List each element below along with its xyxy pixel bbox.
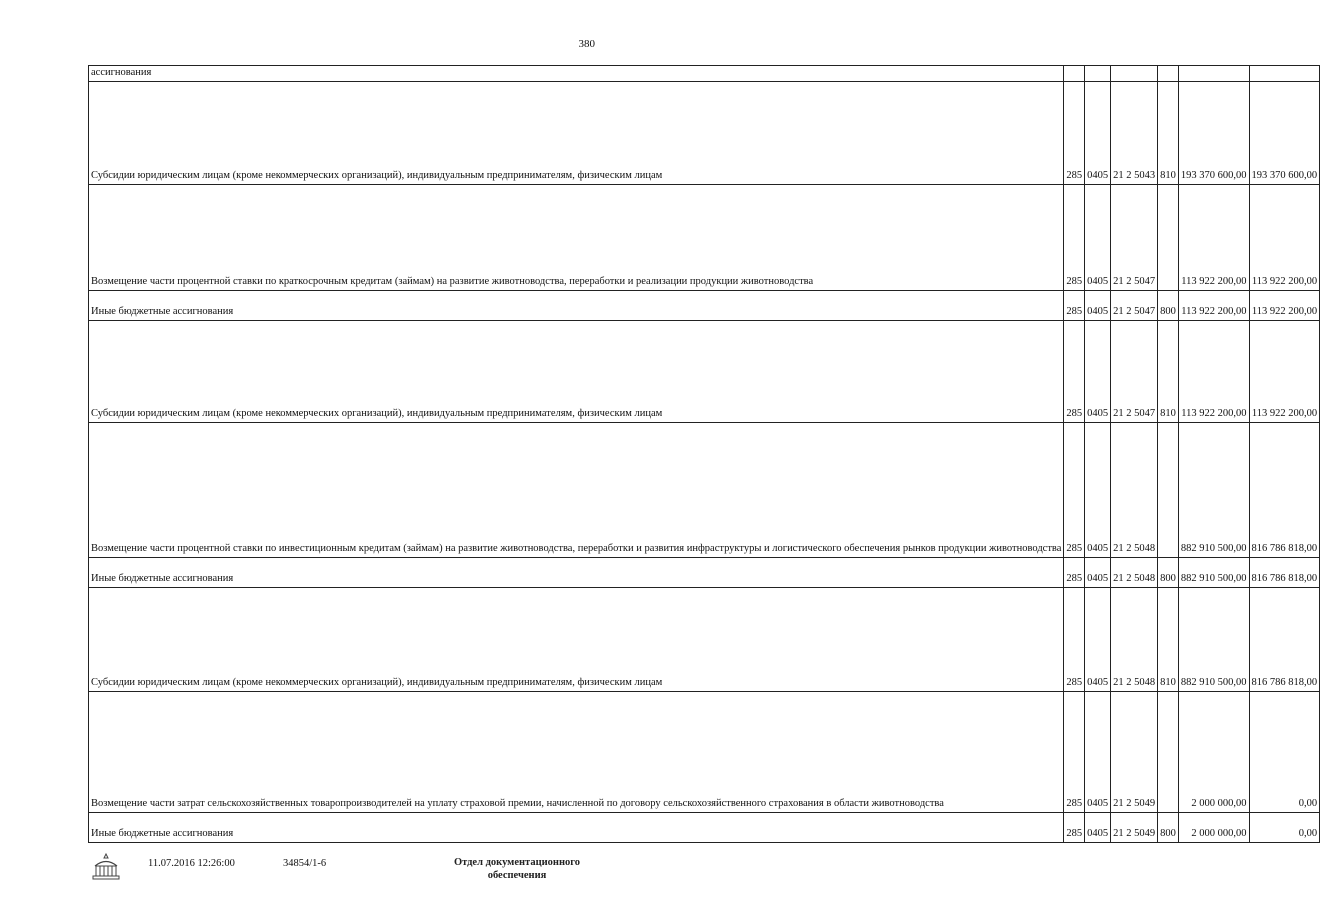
row-name: Субсидии юридическим лицам (кроме некоммерческих организаций), индивидуальным предпринимателям, физическим лицам xyxy=(89,320,1064,422)
row-gr: 285 xyxy=(1064,422,1085,557)
row-sum2: 113 922 200,00 xyxy=(1249,290,1320,320)
row-name: ассигнования xyxy=(89,66,1064,82)
row-vr xyxy=(1158,66,1179,82)
row-cs: 21 2 5047 xyxy=(1111,320,1158,422)
row-sum2: 113 922 200,00 xyxy=(1249,184,1320,290)
row-cs xyxy=(1111,66,1158,82)
row-sum2: 0,00 xyxy=(1249,691,1320,812)
row-rz xyxy=(1085,66,1111,82)
row-sum2: 0,00 xyxy=(1249,812,1320,842)
row-gr: 285 xyxy=(1064,557,1085,587)
footer-department-line1: Отдел документационного xyxy=(453,857,581,868)
row-sum2: 816 786 818,00 xyxy=(1249,557,1320,587)
row-vr xyxy=(1158,422,1179,557)
row-gr: 285 xyxy=(1064,184,1085,290)
row-cs: 21 2 5043 xyxy=(1111,81,1158,184)
row-name: Иные бюджетные ассигнования xyxy=(89,812,1064,842)
row-rz: 0405 xyxy=(1085,320,1111,422)
row-cs: 21 2 5048 xyxy=(1111,557,1158,587)
row-sum1: 113 922 200,00 xyxy=(1178,320,1249,422)
row-vr: 810 xyxy=(1158,81,1179,184)
footer-datetime: 11.07.2016 12:26:00 xyxy=(148,858,235,869)
row-cs: 21 2 5047 xyxy=(1111,184,1158,290)
row-sum2: 816 786 818,00 xyxy=(1249,587,1320,691)
row-gr: 285 xyxy=(1064,320,1085,422)
row-gr: 285 xyxy=(1064,691,1085,812)
row-sum2 xyxy=(1249,66,1320,82)
row-cs: 21 2 5049 xyxy=(1111,691,1158,812)
row-rz: 0405 xyxy=(1085,557,1111,587)
row-rz: 0405 xyxy=(1085,587,1111,691)
table-row xyxy=(89,587,1320,691)
row-sum1: 882 910 500,00 xyxy=(1178,422,1249,557)
row-name: Иные бюджетные ассигнования xyxy=(89,557,1064,587)
table-row xyxy=(89,66,1320,82)
table-row xyxy=(89,557,1320,587)
budget-table xyxy=(88,65,1320,843)
row-rz: 0405 xyxy=(1085,691,1111,812)
duma-emblem-icon xyxy=(90,852,122,882)
row-sum2: 816 786 818,00 xyxy=(1249,422,1320,557)
row-sum1: 113 922 200,00 xyxy=(1178,184,1249,290)
row-name: Субсидии юридическим лицам (кроме некоммерческих организаций), индивидуальным предпринимателям, физическим лицам xyxy=(89,81,1064,184)
row-vr xyxy=(1158,184,1179,290)
row-sum1: 193 370 600,00 xyxy=(1178,81,1249,184)
row-rz: 0405 xyxy=(1085,812,1111,842)
row-gr xyxy=(1064,66,1085,82)
row-rz: 0405 xyxy=(1085,184,1111,290)
row-rz: 0405 xyxy=(1085,422,1111,557)
row-rz: 0405 xyxy=(1085,81,1111,184)
row-gr: 285 xyxy=(1064,290,1085,320)
footer-department-line2: обеспечения xyxy=(487,870,547,881)
row-vr xyxy=(1158,691,1179,812)
row-sum2: 113 922 200,00 xyxy=(1249,320,1320,422)
table-row xyxy=(89,691,1320,812)
table-row xyxy=(89,320,1320,422)
row-sum1: 2 000 000,00 xyxy=(1178,691,1249,812)
row-sum1: 882 910 500,00 xyxy=(1178,587,1249,691)
row-name: Возмещение части процентной ставки по инвестиционным кредитам (займам) на развитие животноводства, переработки и развития инфраструктуры и логистического обеспечения рынков продукции животноводства xyxy=(89,422,1064,557)
row-sum1: 2 000 000,00 xyxy=(1178,812,1249,842)
table-row xyxy=(89,290,1320,320)
row-vr: 800 xyxy=(1158,812,1179,842)
page-number: 380 xyxy=(578,38,595,50)
row-sum1: 113 922 200,00 xyxy=(1178,290,1249,320)
table-row xyxy=(89,184,1320,290)
row-gr: 285 xyxy=(1064,812,1085,842)
row-name: Возмещение части процентной ставки по краткосрочным кредитам (займам) на развитие животноводства, переработки и реализации продукции животноводства xyxy=(89,184,1064,290)
row-name: Субсидии юридическим лицам (кроме некоммерческих организаций), индивидуальным предпринимателям, физическим лицам xyxy=(89,587,1064,691)
table-row xyxy=(89,422,1320,557)
row-cs: 21 2 5047 xyxy=(1111,290,1158,320)
row-name: Иные бюджетные ассигнования xyxy=(89,290,1064,320)
row-vr: 800 xyxy=(1158,557,1179,587)
row-gr: 285 xyxy=(1064,587,1085,691)
row-vr: 810 xyxy=(1158,587,1179,691)
budget-table-body xyxy=(89,66,1320,843)
footer-doc-code: 34854/1-6 xyxy=(283,858,327,869)
row-vr: 800 xyxy=(1158,290,1179,320)
footer-department xyxy=(432,856,602,882)
row-sum1 xyxy=(1178,66,1249,82)
row-cs: 21 2 5049 xyxy=(1111,812,1158,842)
row-gr: 285 xyxy=(1064,81,1085,184)
table-row xyxy=(89,81,1320,184)
row-sum2: 193 370 600,00 xyxy=(1249,81,1320,184)
table-row xyxy=(89,812,1320,842)
row-cs: 21 2 5048 xyxy=(1111,587,1158,691)
row-vr: 810 xyxy=(1158,320,1179,422)
row-rz: 0405 xyxy=(1085,290,1111,320)
row-sum1: 882 910 500,00 xyxy=(1178,557,1249,587)
row-cs: 21 2 5048 xyxy=(1111,422,1158,557)
row-name: Возмещение части затрат сельскохозяйственных товаропроизводителей на уплату страховой премии, начисленной по договору сельскохозяйственного страхования в области животноводства xyxy=(89,691,1064,812)
